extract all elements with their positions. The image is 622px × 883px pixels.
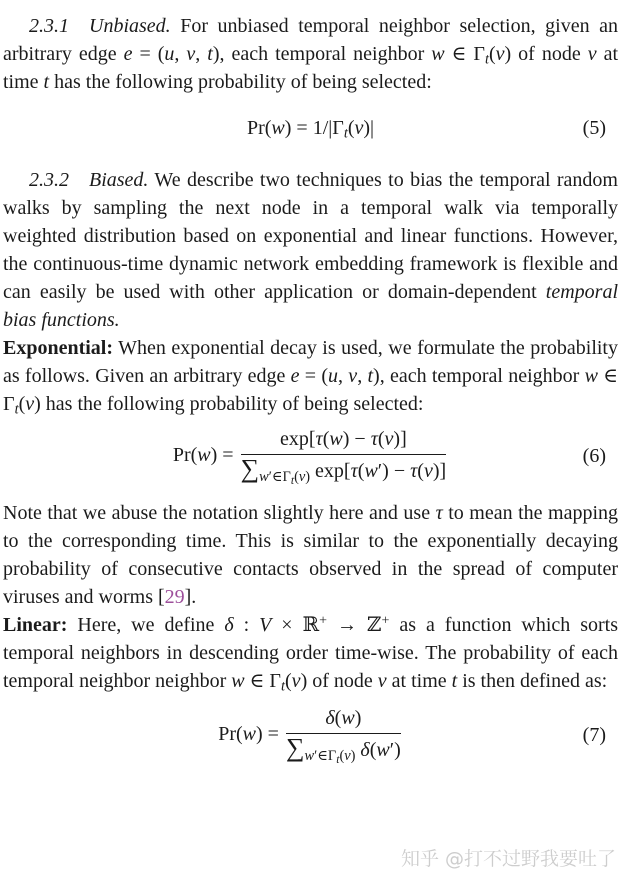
text-run: w xyxy=(304,747,315,764)
text-run: t xyxy=(14,401,19,418)
text-run: u xyxy=(328,365,339,387)
text-run: ) xyxy=(305,468,311,485)
text-run: v xyxy=(423,460,433,482)
text-run: v xyxy=(348,365,358,387)
text-run: t xyxy=(336,753,340,766)
text-run: τ xyxy=(435,501,443,524)
text-run: t xyxy=(451,669,458,692)
text-run: v xyxy=(384,428,394,450)
sum-symbol: ∑ xyxy=(285,732,305,762)
text-run: ′∈Γ xyxy=(314,747,337,764)
text-run: t xyxy=(343,125,348,142)
equation-7-body xyxy=(218,706,403,766)
text-run: τ xyxy=(410,460,418,482)
text-run: When exponential decay is used, we formulate the probability as follows. Given an arbitrary edge xyxy=(3,337,618,387)
text-run: ( xyxy=(417,460,424,482)
text-run: e xyxy=(290,365,300,387)
fraction-numerator xyxy=(286,705,401,734)
text-run: ( xyxy=(369,738,377,761)
text-run: ( xyxy=(294,468,299,485)
equation-7-number: (7) xyxy=(582,724,606,747)
text-run: v xyxy=(291,669,301,692)
text-run: w xyxy=(197,444,211,467)
text-run: Linear: xyxy=(3,613,68,636)
text-run: ) has the following probability of being selected: xyxy=(34,393,424,415)
text-run: w xyxy=(341,706,355,729)
text-run: ∈ Γ xyxy=(244,669,281,692)
paragraph-note xyxy=(3,499,618,611)
text-run: 2.3.1 Unbiased. xyxy=(29,15,171,37)
text-run: ) − xyxy=(342,428,371,450)
text-run: v xyxy=(298,468,306,485)
text-run: Exponential: xyxy=(3,337,114,359)
text-run: ( xyxy=(357,460,365,482)
fraction-numerator xyxy=(241,426,447,455)
text-run: 2.3.2 Biased. xyxy=(29,169,149,191)
text-run: has the following probability of being selected: xyxy=(49,71,432,93)
equation-5-body xyxy=(246,117,375,142)
text-run: ′) xyxy=(389,738,401,761)
text-run: is then defined as: xyxy=(457,669,608,692)
text-run: ( xyxy=(334,706,342,729)
text-run: w xyxy=(584,365,598,387)
text-run: w xyxy=(376,738,390,761)
text-run: exp[ xyxy=(310,460,351,482)
text-run: )] xyxy=(393,428,407,450)
equation-6 xyxy=(3,426,618,487)
text-run: δ xyxy=(224,613,234,636)
fraction xyxy=(286,705,401,766)
paragraph-2-3-2-biased xyxy=(3,166,618,334)
text-run: For unbiased temporal neighbor selection, given an arbitrary edge xyxy=(3,15,618,65)
text-run: w xyxy=(259,468,269,485)
text-run: v xyxy=(354,117,364,139)
text-run: v xyxy=(25,393,35,415)
text-run: Note that we abuse the notation slightly here and use xyxy=(3,501,436,524)
text-run: ) = xyxy=(210,444,239,467)
text-run xyxy=(259,469,310,485)
text-run: w xyxy=(329,428,343,450)
text-run: , xyxy=(357,365,368,387)
text-run: w xyxy=(231,669,245,692)
text-run: v xyxy=(344,747,351,764)
text-run: ( xyxy=(339,747,345,764)
text-run: as a function which sorts temporal neighbors in descending order time-wise. The probability of each temporal neighbor neighbor xyxy=(3,613,618,692)
text-run: t xyxy=(43,71,50,93)
text-run: )] xyxy=(432,460,447,482)
text-run: to mean the mapping to the corresponding time. This is similar to the exponentially decaying probability of consecutive contacts observed in the spread of computer viruses and worms [ xyxy=(3,501,619,608)
equation-6-body xyxy=(172,428,448,487)
fraction-denominator xyxy=(241,455,447,487)
text-run: = ( xyxy=(299,365,329,387)
text-run: t xyxy=(484,51,489,68)
text-run: ( xyxy=(322,428,330,450)
paragraph-2-3-1-unbiased xyxy=(3,12,618,96)
text-run: Here, we define xyxy=(67,613,225,636)
equation-6-number: (6) xyxy=(582,445,606,468)
text-run: τ xyxy=(350,460,358,482)
fraction-denominator xyxy=(286,734,401,766)
citation-29[interactable]: 29 xyxy=(164,585,185,608)
text-run: v xyxy=(587,43,597,65)
text-run: v xyxy=(186,43,196,65)
text-run: + xyxy=(319,613,328,629)
equation-5-number: (5) xyxy=(582,117,606,139)
text-run: at time xyxy=(386,669,452,692)
text-run: δ xyxy=(360,738,370,761)
text-run: We describe two techniques to bias the temporal random walks by sampling the next node in a temporal walk via temporally weighted distribution based on exponential and linear functions. However, the continuous-time dynamic network embedding framework is flexible and can easily be used with other application or domain-dependent xyxy=(3,169,618,303)
text-run: u xyxy=(164,43,175,65)
text-run: ) = 1/|Γ xyxy=(284,117,344,139)
text-run: Pr( xyxy=(246,117,272,139)
text-run: t xyxy=(367,365,374,387)
text-run: at time xyxy=(3,43,618,93)
paragraph-linear xyxy=(3,611,618,695)
equation-7 xyxy=(3,705,618,766)
text-run: , xyxy=(174,43,187,65)
text-run: τ xyxy=(315,428,323,450)
text-run: Pr( xyxy=(218,723,243,746)
text-run: t xyxy=(290,474,295,487)
text-run: + xyxy=(381,613,390,629)
text-run: t xyxy=(281,678,285,695)
text-run: ( xyxy=(377,428,385,450)
text-run: = ( xyxy=(132,43,165,65)
text-run: → ℤ xyxy=(327,613,382,636)
text-run: w xyxy=(242,723,256,746)
text-run: ), each temporal neighbor xyxy=(212,43,432,65)
text-run: ∈ Γ xyxy=(3,365,619,415)
text-run: ) xyxy=(350,747,356,764)
text-run: ′∈Γ xyxy=(268,468,291,485)
text-run: : xyxy=(233,613,260,636)
text-run: ), each temporal neighbor xyxy=(373,365,585,387)
text-run: ) of node xyxy=(300,669,378,692)
paragraph-exponential xyxy=(3,334,618,418)
text-run: ) xyxy=(354,706,362,729)
text-run: exp[ xyxy=(280,428,316,450)
text-run: V xyxy=(259,613,272,636)
text-run: v xyxy=(377,669,387,692)
text-run: ( xyxy=(285,669,292,692)
text-run: w xyxy=(271,117,285,139)
equation-5 xyxy=(3,114,618,142)
text-run: ( xyxy=(18,393,26,415)
zhihu-watermark: 知乎 @打不过野我要吐了 xyxy=(400,848,616,870)
text-run: )| xyxy=(363,117,375,139)
text-run: ]. xyxy=(184,585,197,608)
text-run: e xyxy=(123,43,133,65)
text-run: τ xyxy=(370,428,378,450)
text-run: w xyxy=(364,460,378,482)
sum-symbol: ∑ xyxy=(240,454,260,483)
text-run: δ xyxy=(325,706,335,729)
text-run: ) of node xyxy=(504,43,588,65)
text-run: ′) − xyxy=(377,460,411,482)
fraction xyxy=(241,426,447,487)
text-run: × ℝ xyxy=(271,613,320,636)
text-run xyxy=(305,748,356,764)
text-run: ∈ Γ xyxy=(444,43,485,65)
text-run: t xyxy=(207,43,213,65)
text-run: Pr( xyxy=(172,444,198,467)
text-run: temporal bias functions. xyxy=(3,281,618,331)
text-run: ( xyxy=(347,117,355,139)
text-run: w xyxy=(431,43,445,65)
text-run: v xyxy=(495,43,505,65)
text-run: , xyxy=(338,365,349,387)
text-run: ( xyxy=(488,43,496,65)
text-run: , xyxy=(195,43,208,65)
text-run: ) = xyxy=(256,723,284,746)
